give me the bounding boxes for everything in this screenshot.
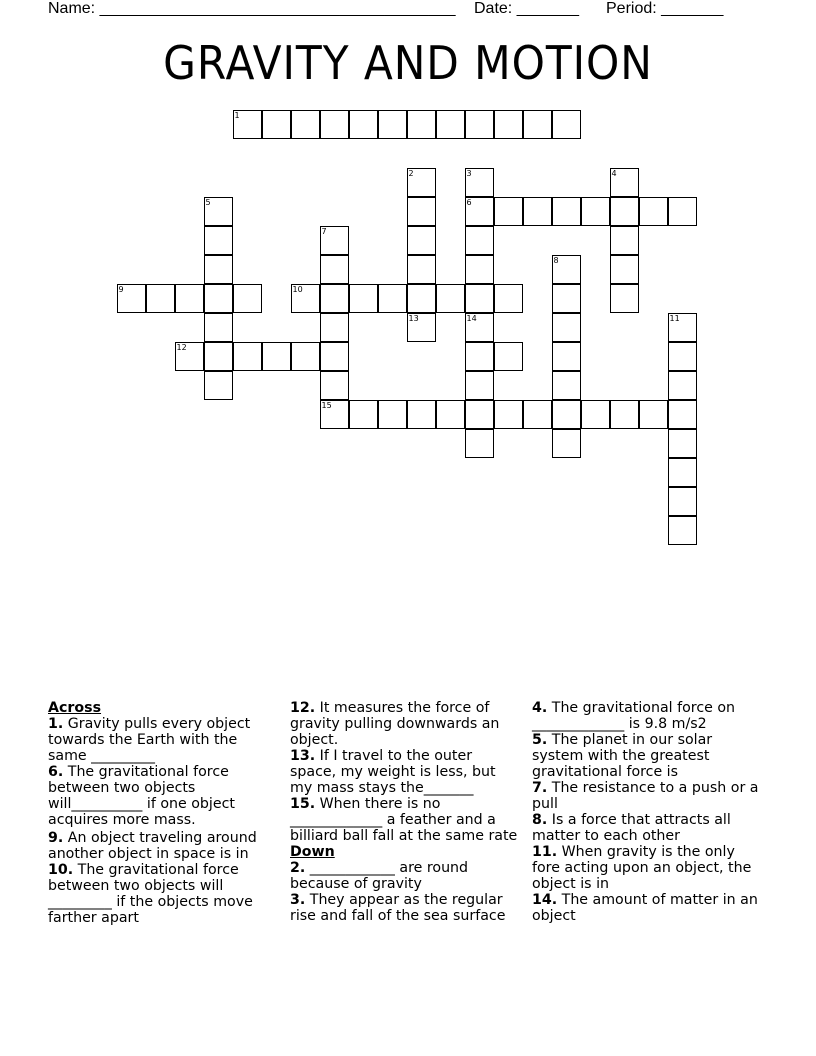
clue-column-1 (48, 700, 276, 926)
crossword-cell[interactable] (465, 284, 494, 313)
clue-number-label: 14 (466, 314, 477, 323)
clue-number: 11. (532, 844, 558, 860)
crossword-cell[interactable] (610, 255, 639, 284)
clue-across-6 (48, 764, 276, 828)
clue-number-label: 5 (205, 198, 211, 207)
clue-number: 15. (290, 796, 316, 812)
crossword-cell[interactable] (320, 284, 349, 313)
page-title: GRAVITY AND MOTION (163, 36, 653, 90)
crossword-cell[interactable] (407, 313, 436, 342)
crossword-cell[interactable] (494, 197, 523, 226)
crossword-cell[interactable] (668, 342, 697, 371)
clue-down-2 (290, 860, 518, 892)
crossword-cell[interactable] (436, 110, 465, 139)
clue-down-8 (532, 812, 766, 844)
crossword-cell[interactable] (146, 284, 175, 313)
crossword-cell[interactable] (639, 197, 668, 226)
crossword-cell[interactable] (407, 197, 436, 226)
clue-text: It measures the force of gravity pulling downwards an object. (290, 700, 500, 748)
clue-number: 8. (532, 812, 548, 828)
crossword-cell[interactable] (407, 110, 436, 139)
crossword-cell[interactable] (523, 110, 552, 139)
clue-text: If I travel to the outer space, my weight is less, but my mass stays the_______ (290, 748, 496, 796)
crossword-cell[interactable] (233, 284, 262, 313)
crossword-cell[interactable] (465, 197, 494, 226)
crossword-cell[interactable] (668, 487, 697, 516)
clue-number: 6. (48, 764, 64, 780)
clue-number: 3. (290, 892, 306, 908)
clue-number: 10. (48, 862, 74, 878)
clue-down-7 (532, 780, 766, 812)
clue-number: 9. (48, 830, 64, 846)
clue-number-label: 8 (553, 256, 559, 265)
clue-text: The gravitational force between two objects will _________ if the objects move farther apart (48, 862, 253, 926)
crossword-cell[interactable] (610, 226, 639, 255)
clue-number: 2. (290, 860, 306, 876)
clue-down-3 (290, 892, 518, 924)
crossword-cell[interactable] (407, 284, 436, 313)
crossword-cell[interactable] (378, 110, 407, 139)
clue-text: ____________ are round because of gravity (290, 860, 469, 892)
clue-down-11 (532, 844, 766, 892)
clue-across-15 (290, 796, 518, 844)
clue-number-label: 6 (466, 198, 472, 207)
clue-text: The amount of matter in an object (532, 892, 758, 924)
crossword-cell[interactable] (320, 110, 349, 139)
crossword-cell[interactable] (320, 226, 349, 255)
crossword-cell[interactable] (465, 226, 494, 255)
crossword-cell[interactable] (668, 197, 697, 226)
clue-number-label: 1 (234, 111, 240, 120)
crossword-cell[interactable] (204, 197, 233, 226)
clue-text: They appear as the regular rise and fall of the sea surface (290, 892, 506, 924)
crossword-cell[interactable] (668, 516, 697, 545)
crossword-cell[interactable] (610, 168, 639, 197)
clue-column-3 (532, 700, 766, 924)
crossword-cell[interactable] (465, 342, 494, 371)
date-field-label: Date: _______ (474, 0, 579, 17)
crossword-cell[interactable] (233, 110, 262, 139)
clue-across-10 (48, 862, 276, 926)
crossword-cell[interactable] (262, 342, 291, 371)
crossword-cell[interactable] (175, 342, 204, 371)
crossword-cell[interactable] (233, 342, 262, 371)
crossword-cell[interactable] (291, 284, 320, 313)
clue-down-14 (532, 892, 766, 924)
crossword-cell[interactable] (668, 313, 697, 342)
crossword-cell[interactable] (465, 110, 494, 139)
crossword-cell[interactable] (552, 429, 581, 458)
crossword-cell[interactable] (465, 168, 494, 197)
crossword-cell[interactable] (204, 313, 233, 342)
clue-across-12 (290, 700, 518, 748)
clue-text: When there is no _____________ a feather and a billiard ball fall at the same rate (290, 796, 518, 844)
crossword-cell[interactable] (465, 429, 494, 458)
clue-text: The gravitational force between two objects will__________ if one object acquires more mass. (48, 764, 235, 828)
crossword-cell[interactable] (349, 400, 378, 429)
crossword-cell[interactable] (117, 284, 146, 313)
clue-across-1 (48, 716, 276, 764)
crossword-cell[interactable] (552, 197, 581, 226)
clue-text: The gravitational force on _____________ is 9.8 m/s2 (532, 700, 736, 732)
crossword-cell[interactable] (494, 284, 523, 313)
crossword-cell[interactable] (436, 400, 465, 429)
crossword-cell[interactable] (349, 284, 378, 313)
crossword-cell[interactable] (581, 400, 610, 429)
clue-number: 1. (48, 716, 64, 732)
crossword-cell[interactable] (204, 226, 233, 255)
crossword-cell[interactable] (494, 400, 523, 429)
crossword-cell[interactable] (407, 255, 436, 284)
crossword-cell[interactable] (494, 342, 523, 371)
crossword-cell[interactable] (494, 110, 523, 139)
clue-down-5 (532, 732, 766, 780)
clue-number-label: 13 (408, 314, 419, 323)
clue-number-label: 9 (118, 285, 124, 294)
crossword-cell[interactable] (610, 197, 639, 226)
crossword-cell[interactable] (465, 255, 494, 284)
clue-number: 14. (532, 892, 558, 908)
clue-number: 7. (532, 780, 548, 796)
clue-number: 12. (290, 700, 316, 716)
crossword-cell[interactable] (320, 313, 349, 342)
crossword-cell[interactable] (552, 313, 581, 342)
crossword-cell[interactable] (668, 458, 697, 487)
clue-number-label: 3 (466, 169, 472, 178)
clue-text: The resistance to a push or a pull (532, 780, 759, 812)
crossword-cell[interactable] (291, 342, 320, 371)
crossword-cell[interactable] (668, 429, 697, 458)
crossword-cell[interactable] (552, 284, 581, 313)
crossword-cell[interactable] (407, 168, 436, 197)
crossword-cell[interactable] (436, 284, 465, 313)
crossword-cell[interactable] (175, 284, 204, 313)
crossword-cell[interactable] (320, 371, 349, 400)
name-field-label: Name: ________________________________________ (48, 0, 456, 17)
clue-text: Gravity pulls every object towards the Earth with the same _________ (48, 716, 251, 764)
period-field-label: Period: _______ (606, 0, 724, 17)
clue-number: 5. (532, 732, 548, 748)
crossword-cell[interactable] (465, 371, 494, 400)
crossword-cell[interactable] (349, 110, 378, 139)
crossword-cell[interactable] (262, 110, 291, 139)
crossword-cell[interactable] (581, 197, 610, 226)
clue-number: 13. (290, 748, 316, 764)
clue-down-4 (532, 700, 766, 732)
crossword-cell[interactable] (668, 371, 697, 400)
crossword-cell[interactable] (552, 342, 581, 371)
clue-across-13 (290, 748, 518, 796)
clue-text: When gravity is the only fore acting upon an object, the object is in (532, 844, 752, 892)
crossword-cell[interactable] (610, 400, 639, 429)
crossword-cell[interactable] (407, 400, 436, 429)
crossword-cell[interactable] (523, 400, 552, 429)
crossword-cell[interactable] (523, 197, 552, 226)
crossword-cell[interactable] (552, 400, 581, 429)
clue-number-label: 12 (176, 343, 187, 352)
crossword-cell[interactable] (320, 255, 349, 284)
crossword-cell[interactable] (668, 400, 697, 429)
clue-number-label: 10 (292, 285, 303, 294)
clue-number-label: 2 (408, 169, 414, 178)
crossword-cell[interactable] (552, 255, 581, 284)
crossword-cell[interactable] (552, 110, 581, 139)
crossword-cell[interactable] (204, 284, 233, 313)
crossword-cell[interactable] (291, 110, 320, 139)
clue-text: Is a force that attracts all matter to each other (532, 812, 731, 844)
down-heading: Down (290, 844, 335, 860)
crossword-cell[interactable] (204, 371, 233, 400)
clue-column-2 (290, 700, 518, 924)
crossword-cell[interactable] (204, 342, 233, 371)
crossword-cell[interactable] (320, 342, 349, 371)
crossword-cell[interactable] (552, 371, 581, 400)
clue-number: 4. (532, 700, 548, 716)
crossword-cell[interactable] (465, 400, 494, 429)
crossword-cell[interactable] (407, 226, 436, 255)
crossword-cell[interactable] (378, 284, 407, 313)
clue-number-label: 15 (321, 401, 332, 410)
across-heading: Across (48, 700, 102, 716)
crossword-cell[interactable] (204, 255, 233, 284)
crossword-cell[interactable] (465, 313, 494, 342)
clue-text: The planet in our solar system with the greatest gravitational force is (532, 732, 713, 780)
crossword-cell[interactable] (639, 400, 668, 429)
clue-text: An object traveling around another object in space is in (48, 830, 257, 862)
crossword-cell[interactable] (610, 284, 639, 313)
crossword-cell[interactable] (320, 400, 349, 429)
clue-across-9 (48, 830, 276, 862)
clue-number-label: 7 (321, 227, 327, 236)
clue-number-label: 4 (611, 169, 617, 178)
clue-number-label: 11 (669, 314, 680, 323)
crossword-cell[interactable] (378, 400, 407, 429)
